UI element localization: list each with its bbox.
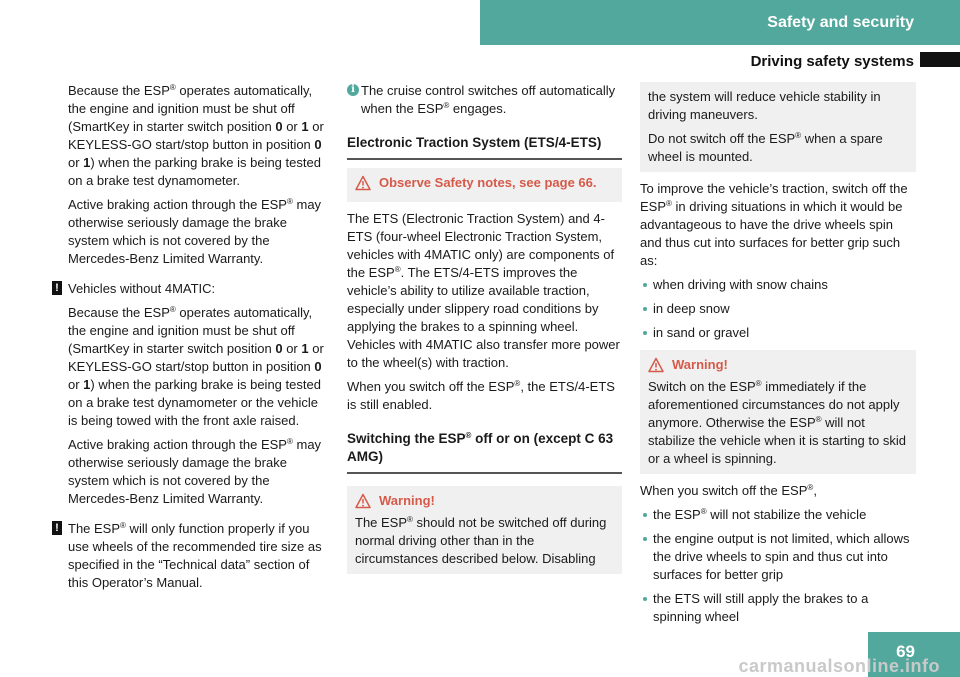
list-item: in sand or gravel bbox=[640, 324, 916, 342]
chapter-marker bbox=[920, 52, 960, 67]
paragraph: To improve the vehicle’s traction, switch off the ESP® in driving situations in which it would be advantageous to have the drive wheels spin and thus cut into surfaces for better grip such as: bbox=[640, 181, 908, 268]
section-heading-ets: Electronic Traction System (ETS/4-ETS) bbox=[347, 134, 622, 160]
warning-box bbox=[640, 350, 916, 474]
subsection-title: Driving safety systems bbox=[750, 53, 914, 70]
section-title: Safety and security bbox=[767, 13, 914, 31]
watermark: carmanualsonline.info bbox=[738, 656, 940, 676]
paragraph: When you switch off the ESP®, the ETS/4-ETS is still enabled. bbox=[347, 379, 615, 412]
paragraph: Active braking action through the ESP® may otherwise seriously damage the brake system which is not covered by the Mercedes-Benz Limited Warranty. bbox=[68, 197, 322, 266]
notice-title: Vehicles without 4MATIC: bbox=[68, 281, 216, 296]
warning-text: Switch on the ESP® immediately if the aforementioned circumstances do not apply anymore. Otherwise the ESP® will not stabilize the vehicle when it is starting to skid or a wheel is spinning. bbox=[648, 379, 906, 466]
warning-triangle-icon bbox=[355, 175, 371, 191]
notice-tire-size bbox=[55, 520, 330, 592]
list-item: the ETS will still apply the brakes to a spinning wheel bbox=[640, 590, 916, 626]
list-item: when driving with snow chains bbox=[640, 276, 916, 294]
warning-title: Warning! bbox=[379, 493, 435, 508]
list-item: the engine output is not limited, which allows the drive wheels to spin and thus cut into surfaces for better grip bbox=[640, 530, 916, 584]
paragraph: the system will reduce vehicle stability in driving maneuvers. bbox=[648, 89, 881, 122]
info-icon: i bbox=[347, 84, 359, 96]
paragraph: Active braking action through the ESP® may otherwise seriously damage the brake system which is not covered by the Mercedes-Benz Limited Warranty. bbox=[68, 437, 322, 506]
notice-4matic bbox=[55, 280, 330, 508]
info-note: i The cruise control switches off automatically when the ESP® engages. bbox=[347, 82, 622, 118]
safety-notes-link[interactable]: Observe Safety notes, see page 66. bbox=[379, 175, 597, 190]
warning-title: Warning! bbox=[672, 357, 728, 372]
section-heading-esp-switch: Switching the ESP® off or on (except C 63 AMG) bbox=[347, 430, 622, 474]
paragraph: Do not switch off the ESP® when a spare wheel is mounted. bbox=[648, 131, 883, 164]
exclamation-icon: ! bbox=[52, 521, 62, 535]
column-left bbox=[55, 82, 330, 598]
bullet-list-conditions bbox=[640, 276, 916, 342]
warning-triangle-icon bbox=[648, 357, 664, 373]
warning-box-continued bbox=[640, 82, 916, 172]
list-item: the ESP® will not stabilize the vehicle bbox=[640, 506, 916, 524]
safety-notes-box bbox=[347, 168, 622, 202]
paragraph: The ESP® will only function properly if you use wheels of the recommended tire size as specified in the “Technical data” section of this Operator’s Manual. bbox=[68, 521, 322, 590]
column-middle bbox=[347, 82, 622, 582]
exclamation-icon: ! bbox=[52, 281, 62, 295]
paragraph: The ETS (Electronic Traction System) and 4-ETS (four-wheel Electronic Traction System, vehicles with 4MATIC only) are components of the ESP®. The ETS/4-ETS improves the vehicle’s ability to utilize available traction, especially under slippery road conditions by applying the brakes to a spinning wheel. Vehicles with 4MATIC also transfer more power to the wheel(s) with traction. bbox=[347, 211, 620, 370]
section-header-tab bbox=[480, 0, 960, 45]
warning-box bbox=[347, 486, 622, 574]
paragraph: Because the ESP® operates automatically, the engine and ignition must be shut off (SmartKey in starter switch position 0 or 1 or KEYLESS-GO start/stop button in position 0 or 1) when the parking brake is being tested on a brake test dynamometer. bbox=[68, 83, 324, 188]
page-number: 69 bbox=[896, 642, 915, 661]
warning-triangle-icon bbox=[355, 493, 371, 509]
list-item: in deep snow bbox=[640, 300, 916, 318]
warning-text: The ESP® should not be switched off during normal driving other than in the circumstances described below. Disabling bbox=[355, 515, 607, 566]
column-right bbox=[640, 82, 916, 632]
bullet-list-effects bbox=[640, 506, 916, 626]
paragraph: When you switch off the ESP®, bbox=[640, 483, 817, 498]
paragraph: Because the ESP® operates automatically, the engine and ignition must be shut off (SmartKey in starter switch position 0 or 1 or KEYLESS-GO start/stop button in position 0 or 1) when the parking brake is being tested on a brake test dynamometer or the vehicle is being towed with the front axle raised. bbox=[68, 305, 324, 428]
